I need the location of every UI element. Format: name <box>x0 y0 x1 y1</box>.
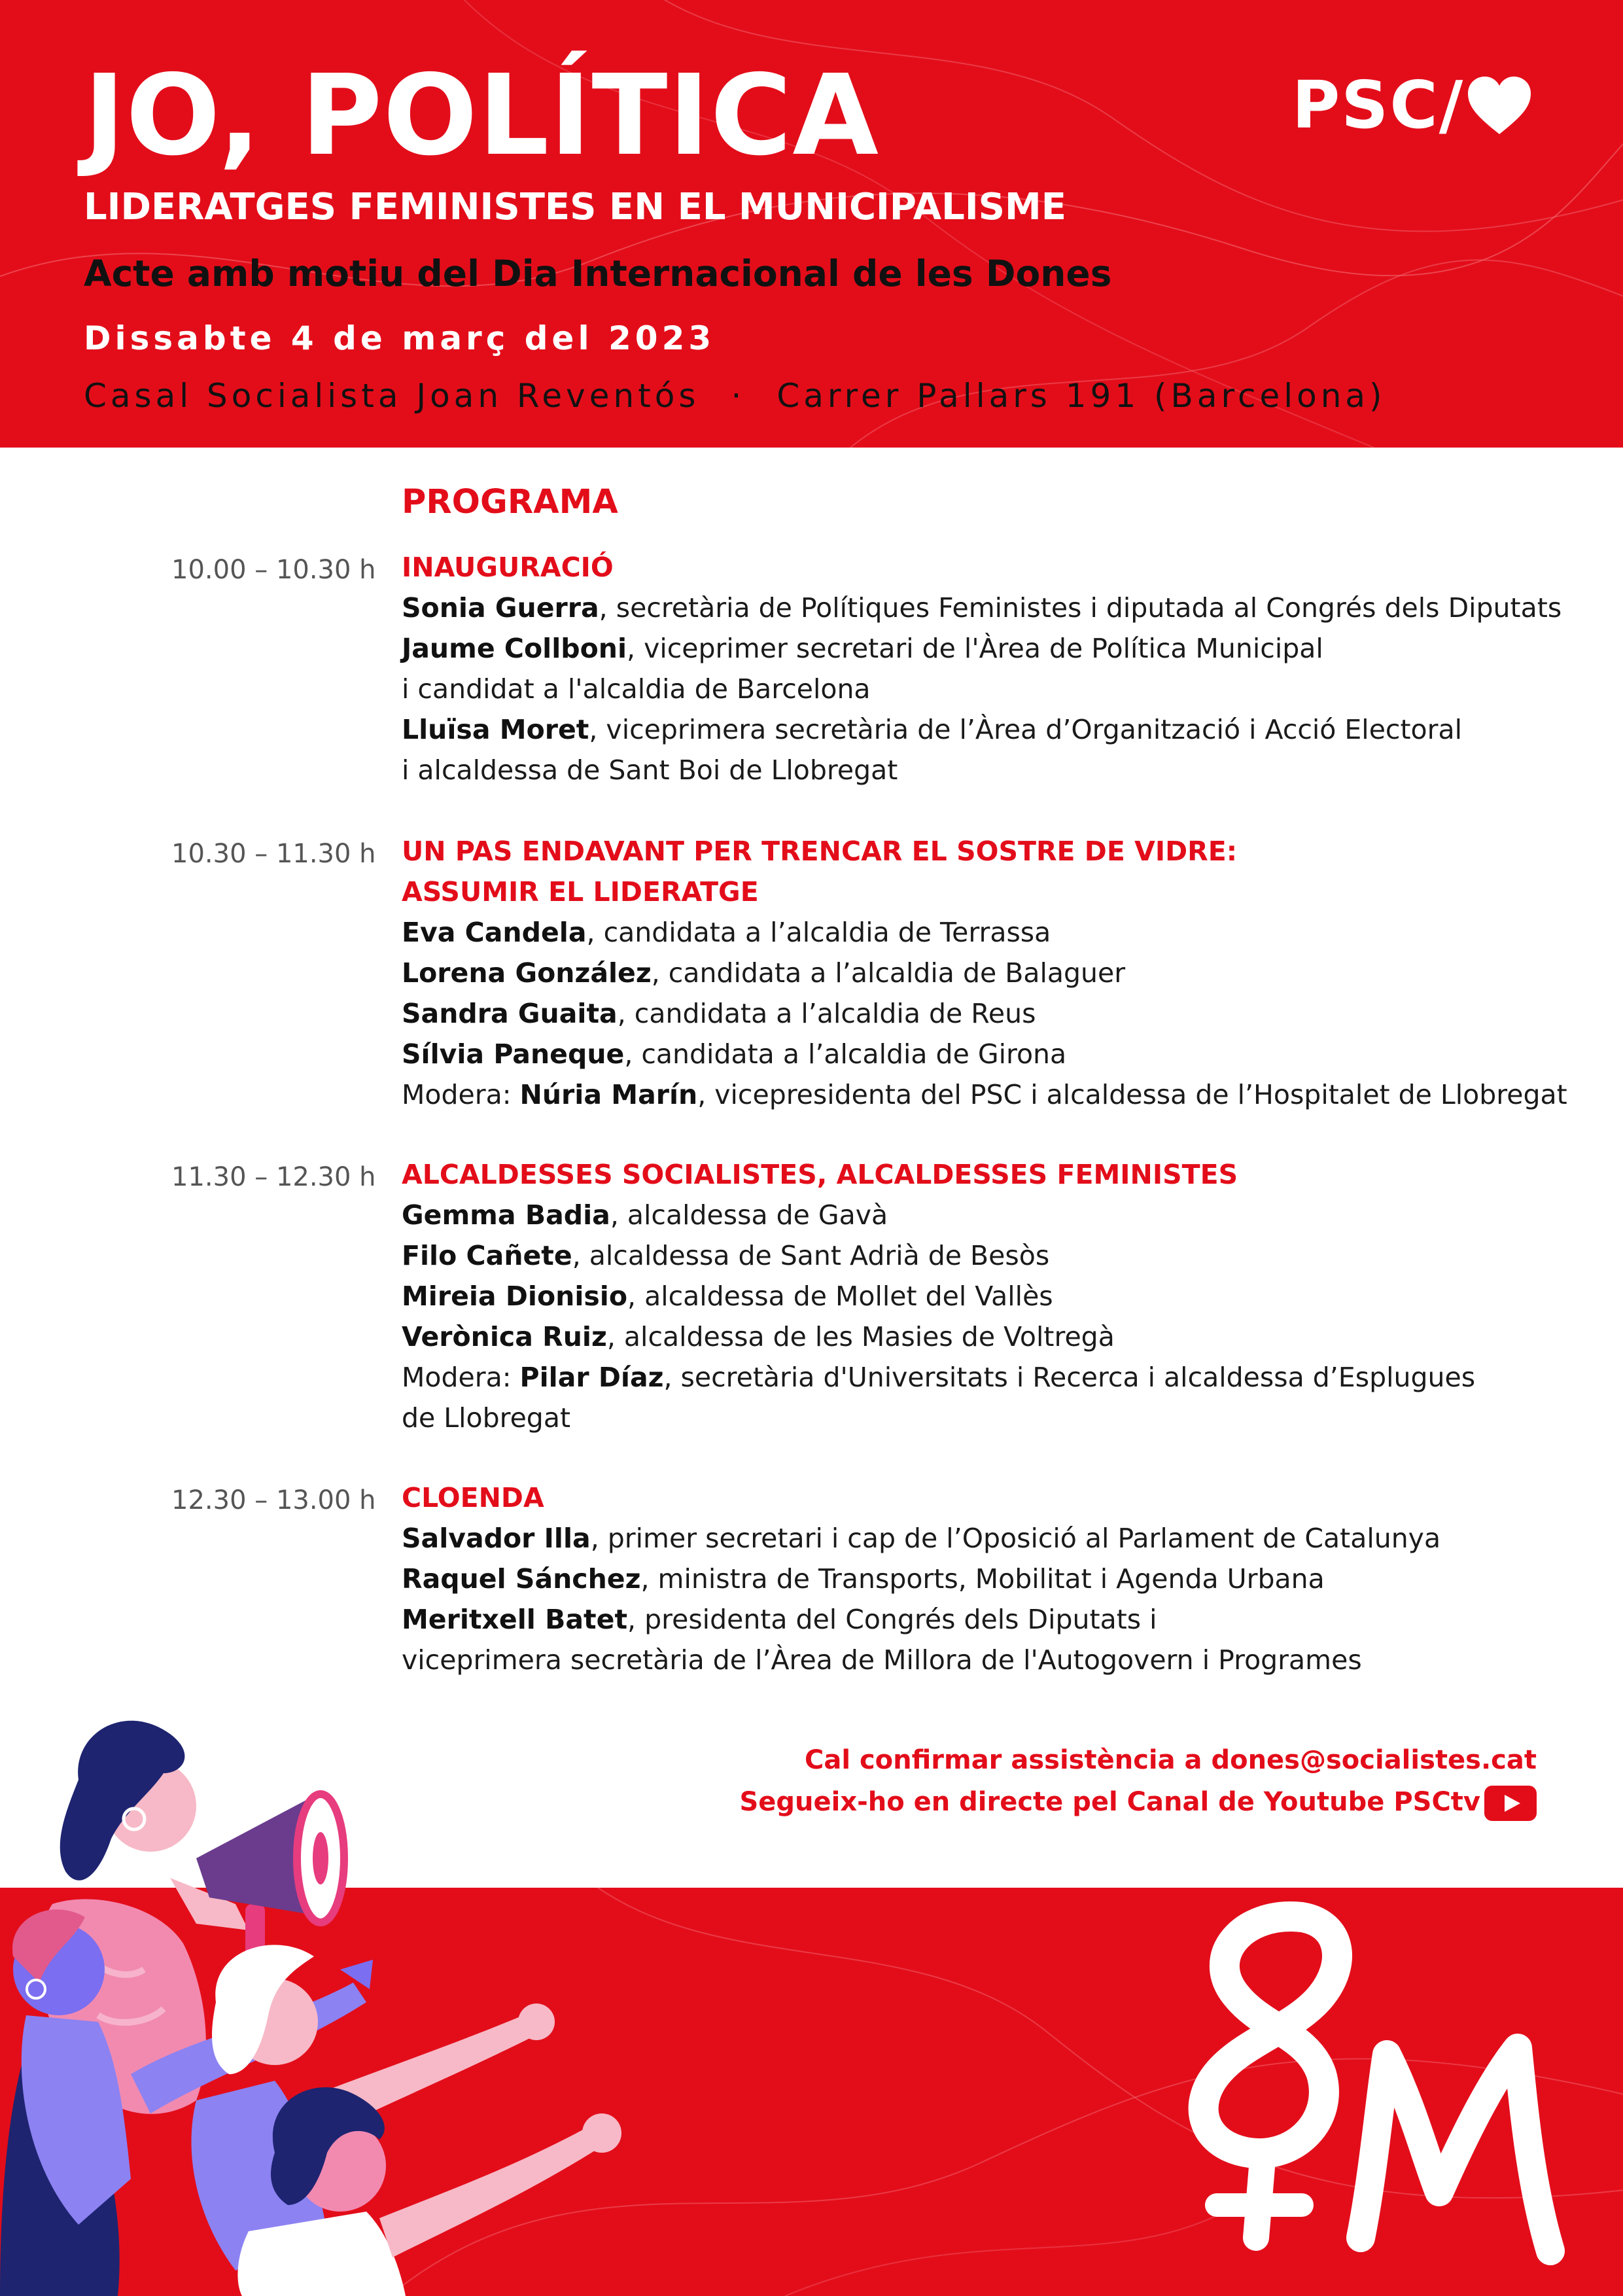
session-body <box>402 831 1592 1115</box>
venue-address: Carrer Pallars 191 (Barcelona) <box>777 377 1386 415</box>
session-time: 12.30 – 13.00 h <box>171 1485 376 1515</box>
session-time: 10.00 – 10.30 h <box>171 555 376 585</box>
speaker-line: Verònica Ruiz, alcaldessa de les Masies de Voltregà <box>402 1321 1115 1352</box>
speaker-line: Jaume Collboni, viceprimer secretari de l'Àrea de Política Municipal <box>402 633 1323 664</box>
women-illustration <box>0 1708 654 2296</box>
session-body <box>402 1154 1592 1438</box>
speaker-line: Sílvia Paneque, candidata a l’alcaldia de Girona <box>402 1038 1067 1070</box>
speaker-line: Gemma Badia, alcaldessa de Gavà <box>402 1199 888 1231</box>
session-body <box>402 1477 1592 1680</box>
8m-badge-logo <box>1164 1898 1596 2290</box>
moderator-line-cont: de Llobregat <box>402 1402 571 1434</box>
logo-text: PSC/ <box>1292 67 1465 143</box>
speaker-line: Filo Cañete, alcaldessa de Sant Adrià de Besòs <box>402 1240 1050 1271</box>
speaker-line-cont: i alcaldessa de Sant Boi de Llobregat <box>402 754 898 786</box>
stream-line: Segueix-ho en directe pel Canal de Youtube PSCtv <box>739 1781 1537 1823</box>
heart-icon <box>1467 75 1532 135</box>
moderator-line: Modera: Núria Marín, vicepresidenta del PSC i alcaldessa de l’Hospitalet de Llobregat <box>402 1079 1567 1110</box>
youtube-icon[interactable] <box>1484 1786 1537 1821</box>
session-title: ASSUMIR EL LIDERATGE <box>402 876 759 908</box>
speaker-line: Raquel Sánchez, ministra de Transports, Mobilitat i Agenda Urbana <box>402 1563 1325 1595</box>
speaker-line: Lluïsa Moret, viceprimera secretària de l’Àrea d’Organització i Acció Electoral <box>402 714 1463 745</box>
venue-name: Casal Socialista Joan Reventós <box>84 377 700 415</box>
confirm-line: Cal confirmar assistència a dones@socialistes.cat <box>804 1745 1537 1775</box>
speaker-line: Lorena González, candidata a l’alcaldia de Balaguer <box>402 957 1126 989</box>
speaker-line-cont: viceprimera secretària de l’Àrea de Millora de l'Autogovern i Programes <box>402 1644 1362 1676</box>
occasion: Acte amb motiu del Dia Internacional de les Dones <box>84 253 1112 294</box>
channel-link[interactable]: PSCtv <box>1393 1787 1480 1817</box>
event-date: Dissabte 4 de març del 2023 <box>84 319 716 357</box>
program-title: PROGRAMA <box>402 483 618 521</box>
header-band <box>0 0 1623 448</box>
psc-logo <box>1292 69 1532 141</box>
venue-separator: · <box>731 377 746 415</box>
session-title: UN PAS ENDAVANT PER TRENCAR EL SOSTRE DE VIDRE: <box>402 836 1238 867</box>
subtitle: LIDERATGES FEMINISTES EN EL MUNICIPALISME <box>84 186 1066 228</box>
speaker-line: Sandra Guaita, candidata a l’alcaldia de Reus <box>402 998 1036 1029</box>
speaker-line-cont: i candidat a l'alcaldia de Barcelona <box>402 673 871 705</box>
moderator-line: Modera: Pilar Díaz, secretària d'Universitats i Recerca i alcaldessa d’Esplugues <box>402 1362 1476 1393</box>
speaker-line: Mireia Dionisio, alcaldessa de Mollet del Vallès <box>402 1280 1053 1312</box>
session-time: 11.30 – 12.30 h <box>171 1162 376 1192</box>
speaker-line: Eva Candela, candidata a l’alcaldia de Terrassa <box>402 917 1051 948</box>
email-link[interactable]: dones@socialistes.cat <box>1211 1745 1537 1775</box>
session-time: 10.30 – 11.30 h <box>171 839 376 869</box>
session-body <box>402 547 1592 790</box>
page-title: JO, POLÍTICA <box>84 51 880 181</box>
session-title: INAUGURACIÓ <box>402 552 614 583</box>
speaker-line: Meritxell Batet, presidenta del Congrés dels Diputats i <box>402 1604 1157 1635</box>
speaker-line: Sonia Guerra, secretària de Polítiques Feministes i diputada al Congrés dels Diputats <box>402 592 1562 624</box>
venue <box>84 378 1386 414</box>
speaker-line: Salvador Illa, primer secretari i cap de l’Oposició al Parlament de Catalunya <box>402 1523 1441 1554</box>
contact-info <box>739 1739 1537 1823</box>
session-title: ALCALDESSES SOCIALISTES, ALCALDESSES FEMINISTES <box>402 1159 1238 1190</box>
session-title: CLOENDA <box>402 1482 544 1513</box>
